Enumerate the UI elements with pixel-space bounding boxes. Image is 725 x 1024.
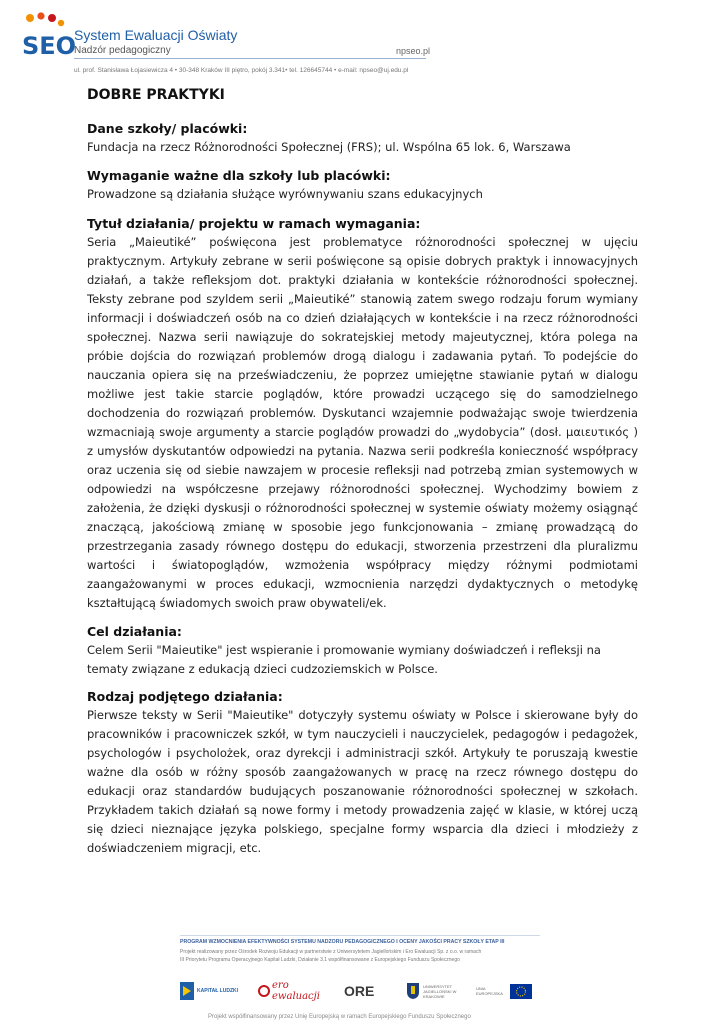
section-body: Celem Serii "Maieutike" jest wspieranie i promowanie wymiany doświadczeń i refleksji na tematy związane z edukacją dzieci cudzoziemskich w Polsce. (87, 643, 601, 676)
kl-logo-label: KAPITAŁ LUDZKI (197, 988, 239, 994)
footer-cofunding-note: Projekt współfinansowany przez Unię Europejską w ramach Europejskiego Funduszu Społecznego (208, 1014, 471, 1020)
section-body: Fundacja na rzecz Różnorodności Społecznej (FRS); ul. Wspólna 65 lok. 6, Warszawa (87, 140, 571, 154)
org-website[interactable]: npseo.pl (396, 46, 431, 56)
footer-project-line: Projekt realizowany przez Ośrodek Rozwoju Edukacji w partnerstwie z Uniwersytetem Jagiellońskim i Ero Ewaluacji Sp. z o.o. w ramach (180, 949, 482, 955)
section-project-title (87, 215, 638, 613)
ore-logo (344, 979, 400, 1003)
uj-logo-label: UNIWERSYTET JAGIELLOŃSKI W KRAKOWIE (423, 983, 457, 999)
section-action-type (87, 688, 638, 858)
header-divider (74, 58, 426, 59)
section-goal (87, 623, 638, 679)
ore-logo-label: ORE (344, 983, 375, 999)
section-heading: Rodzaj podjętego działania: (87, 689, 283, 704)
document-body (87, 87, 638, 858)
footer-program-name: PROGRAM WZMOCNIENIA EFEKTYWNOŚCI SYSTEMU NADZORU PEDAGOGICZNEGO I OCENY JAKOŚCI PRACY SZKOŁY ETAP III (180, 939, 505, 945)
uj-crest-icon (406, 982, 420, 1000)
kapital-ludzki-logo (180, 979, 250, 1003)
kl-emblem-icon (180, 982, 194, 1000)
sponsor-logos (180, 979, 540, 1005)
org-address: ul. prof. Stanisława Łojasiewicza 4 • 30-348 Kraków III piętro, pokój 3.341• tel. 126645744 • e-mail: npseo@uj.edu.pl (74, 67, 409, 74)
logo-text: SEO (22, 32, 77, 60)
eu-flag-icon (510, 984, 532, 999)
uj-logo (406, 979, 468, 1003)
ero-ewaluacji-logo (258, 979, 338, 1003)
section-heading: Cel działania: (87, 624, 182, 639)
footer-priority-line: III Priorytetu Programu Operacyjnego Kapitał Ludzki, Działanie 3.1 współfinansowane z Europejskiego Funduszu Społecznego (180, 957, 460, 963)
section-heading: Wymaganie ważne dla szkoły lub placówki: (87, 168, 391, 183)
seo-logo (22, 12, 77, 60)
section-body: Prowadzone są działania służące wyrównywaniu szans edukacyjnych (87, 187, 483, 201)
section-heading: Dane szkoły/ placówki: (87, 121, 248, 136)
section-body: Seria „Maieutiké” poświęcona jest problematyce różnorodności społecznej w ujęciu praktycznym. Artykuły zebrane w serii poświęcone są opisie dobrych praktyk i innowacyjnych działań, a także refleksjom dot. praktyki działania w kontekście różnorodności społecznej. Teksty zebrane pod szyldem serii „Maieutiké” stanowią zatem swego rodzaju forum wymiany informacji i doświadczeń osób na co dzień działających w kontekście i na rzecz różnorodności społecznej. Nazwa serii nawiązuje do sokratejskiej metody majeutycznej, która polega na próbie dojścia do rozwiązań problemów drogą dialogu i zadawania pytań. To podejście do nauczania opiera się na przeświadczeniu, że poprzez umiejętne stawianie pytań w dialogu możliwe jest takie starcie poglądów, które prowadzi uczącego się do samodzielnego dochodzenia do rozwiązań problemów. Dyskutanci wzajemnie podważając swoje twierdzenia wzmacniają swoje argumenty a starcie poglądów prowadzi do „wydobycia” (dosł. μαιευτικός ) z umysłów dyskutantów odpowiedzi na pytania. Nazwa serii podkreśla konieczność współpracy oraz uczenia się od siebie nawzajem w procesie refleksji nad potrzebą zmian systemowych w odpowiedzi na współczesne przejawy różnorodności społecznej. Wychodzimy bowiem z założenia, że dzięki dyskusji o różnorodności społecznej w systemie oświaty możemy osiągnąć znaczącą, jakościową zmianę w sposobie jego funkcjonowania – zmianę prowadzącą do przestrzegania zasady równego dostępu do edukacji, stworzenia przestrzeni dla pluralizmu wartości i światopoglądów, wzmożenia współpracy między różnymi podmiotami zaangażowanymi w proces edukacji, wzmocnienia narzędzi dydaktycznych o metodykę kształtującą świadomych swoich praw obywateli/ek. (87, 235, 638, 610)
page-footer (0, 935, 725, 1024)
section-requirement (87, 167, 638, 204)
letterhead (0, 0, 725, 80)
org-subtitle: Nadzór pedagogiczny (74, 45, 171, 56)
ero-emblem-icon (258, 983, 270, 999)
section-heading: Tytuł działania/ projektu w ramach wymagania: (87, 216, 421, 231)
org-name: System Ewaluacji Oświaty (74, 27, 238, 43)
footer-divider (180, 935, 540, 936)
ero-logo-label: ero ewaluacji (272, 980, 320, 1002)
eu-logo (476, 979, 540, 1003)
section-body: Pierwsze teksty w Serii "Maieutike" dotyczyły systemu oświaty w Polsce i skierowane były do pracowników i pracowniczek szkół, w tym nauczycieli i nauczycielek, pedagogów i pedagożek, psychologów i psycholożek, oraz dyrekcji i administracji szkół. Artykuły te poruszają kwestie ważne dla osób w różny sposób zaangażowanych w pracę na rzecz równego dostępu do edukacji oraz standardów budujących poszanowanie różnorodności społecznej w szkołach. Przykładem takich działań są nowe formy i metody prowadzenia zajęć w klasie, w której uczą się dzieci nieznające języka polskiego, specjalne formy wsparcia dla dzieci i młodzieży z doświadczeniem migracji, etc. (87, 708, 638, 855)
eu-logo-label: UNIA EUROPEJSKA (476, 986, 503, 996)
section-school-data (87, 120, 638, 157)
document-title: DOBRE PRAKTYKI (87, 87, 225, 103)
